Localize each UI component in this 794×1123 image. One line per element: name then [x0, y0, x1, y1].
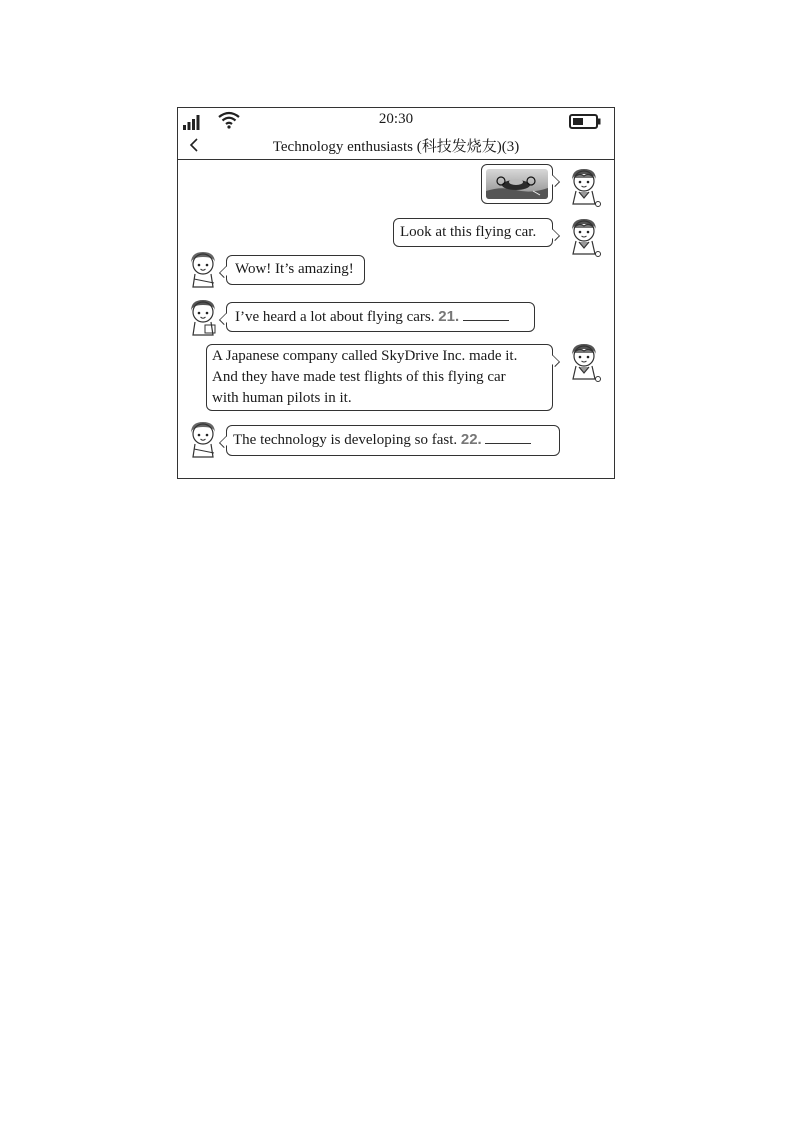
answer-blank-22[interactable] — [485, 430, 531, 444]
battery-icon — [569, 114, 601, 129]
message-line: with human pilots in it. — [212, 390, 352, 406]
message-bubble-skydrive[interactable] — [206, 344, 553, 411]
message-bubble-look[interactable] — [393, 218, 553, 247]
message-text: Look at this flying car. — [400, 224, 537, 240]
message-bubble-heard[interactable] — [226, 302, 535, 332]
answer-blank-21[interactable] — [463, 307, 509, 321]
avatar-right-user[interactable] — [567, 166, 601, 208]
flying-car-photo — [486, 169, 548, 199]
phone-screen — [177, 107, 615, 479]
message-line: And they have made test flights of this flying car — [212, 369, 506, 385]
message-line: A Japanese company called SkyDrive Inc. made it. — [212, 348, 518, 364]
message-text: I’ve heard a lot about flying cars. — [235, 309, 435, 325]
blank-number-22: 22. — [460, 431, 482, 448]
status-bar — [178, 108, 614, 132]
clock: 20:30 — [378, 111, 414, 127]
message-bubble-technology[interactable] — [226, 425, 560, 456]
message-bubble-wow[interactable] — [226, 255, 365, 285]
avatar-left-user-1[interactable] — [186, 249, 220, 291]
avatar-right-user[interactable] — [567, 341, 601, 383]
avatar-right-user[interactable] — [567, 216, 601, 258]
blank-number-21: 21. — [438, 308, 460, 325]
avatar-left-user-1[interactable] — [186, 419, 220, 461]
avatar-left-user-2[interactable] — [186, 297, 220, 339]
image-message[interactable] — [481, 164, 553, 204]
chat-title: Technology enthusiasts (科技发烧友)(3) — [272, 139, 520, 155]
message-text: The technology is developing so fast. — [233, 432, 458, 448]
message-text: Wow! It’s amazing! — [235, 261, 354, 277]
nav-bar — [178, 132, 614, 160]
